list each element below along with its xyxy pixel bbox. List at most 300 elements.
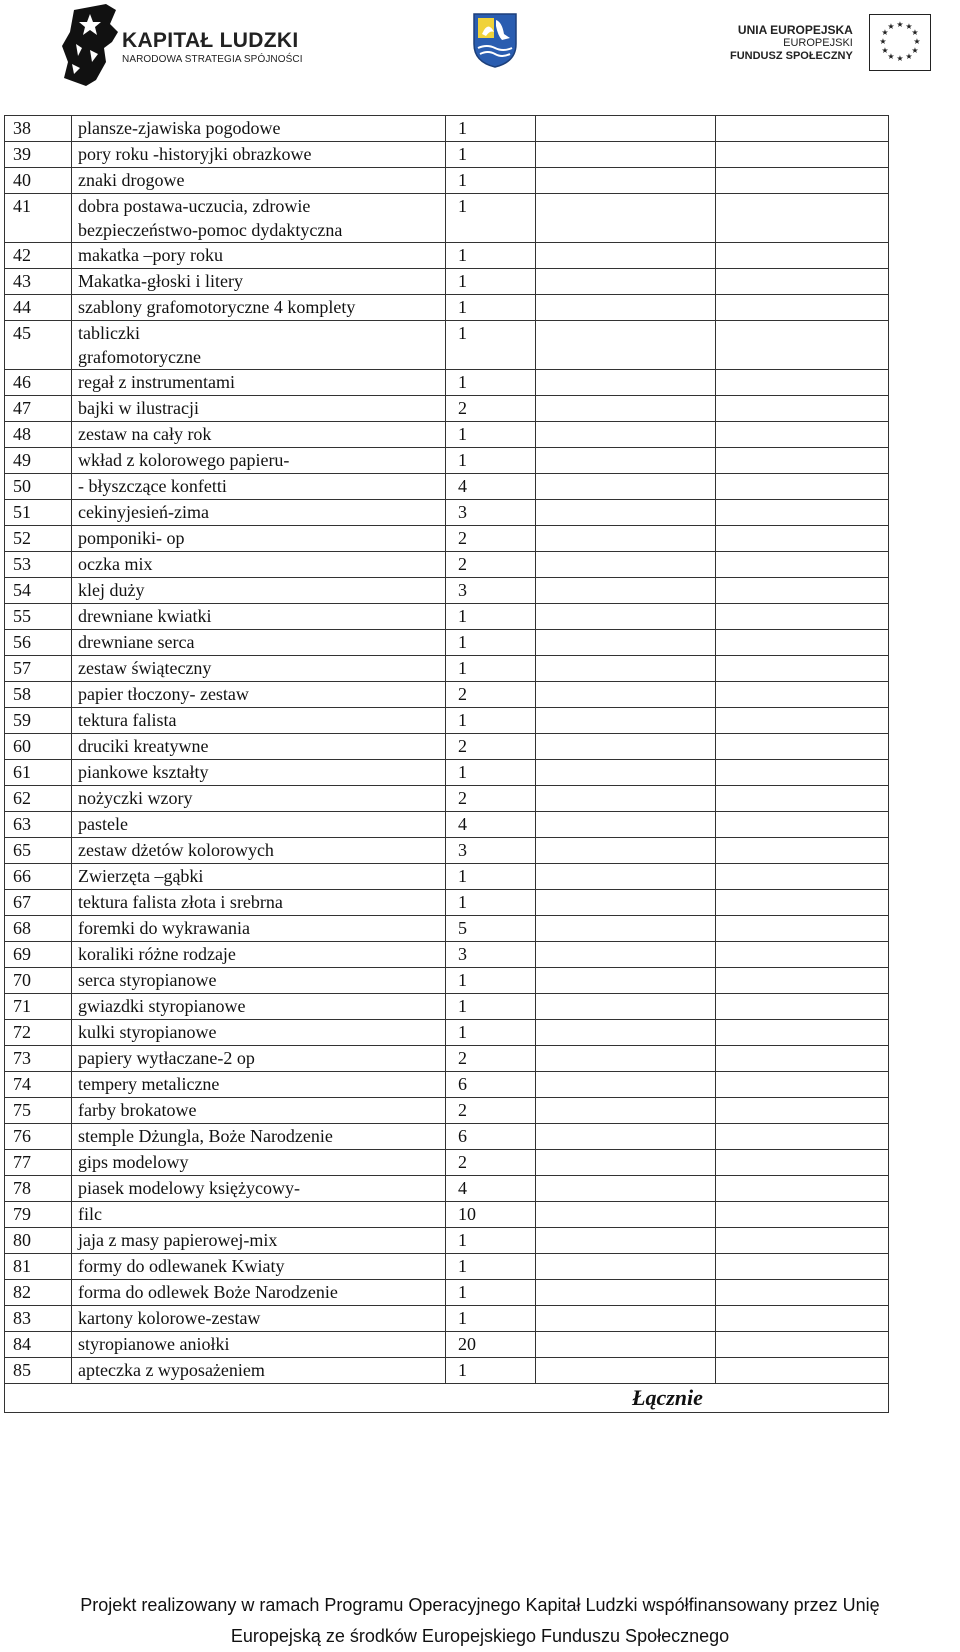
table-row: [5, 1280, 889, 1306]
footer-line-2: Europejską ze środków Europejskiego Funduszu Społecznego: [230, 1626, 730, 1646]
item-name-line: forma do odlewek Boże Narodzenie: [78, 1282, 338, 1302]
table-row: [5, 142, 889, 168]
table-row: [5, 552, 889, 578]
row-number: 78: [5, 1176, 72, 1202]
item-price-cell: [536, 1046, 716, 1072]
row-number: 71: [5, 994, 72, 1020]
row-number: 59: [5, 708, 72, 734]
svg-text:★: ★: [879, 37, 887, 46]
item-quantity: 2: [446, 1150, 536, 1176]
row-number: 44: [5, 295, 72, 321]
item-total-cell: [716, 552, 889, 578]
item-name: [72, 269, 446, 295]
row-number: 60: [5, 734, 72, 760]
item-price-cell: [536, 142, 716, 168]
row-number: 38: [5, 116, 72, 142]
item-total-cell: [716, 994, 889, 1020]
item-name: [72, 422, 446, 448]
table-row: [5, 116, 889, 142]
item-quantity: 1: [446, 630, 536, 656]
item-total-cell: [716, 1228, 889, 1254]
item-price-cell: [536, 1254, 716, 1280]
item-price-cell: [536, 630, 716, 656]
table-row: [5, 1098, 889, 1124]
item-name-line: foremki do wykrawania: [78, 918, 250, 938]
item-name: [72, 474, 446, 500]
table-row: [5, 578, 889, 604]
item-name-line: stemple Dżungla, Boże Narodzenie: [78, 1126, 333, 1146]
item-name-line: kulki styropianowe: [78, 1022, 217, 1042]
table-row: [5, 786, 889, 812]
row-number: 66: [5, 864, 72, 890]
item-name: [72, 1046, 446, 1072]
table-row: [5, 526, 889, 552]
item-name: [72, 1098, 446, 1124]
item-price-cell: [536, 1020, 716, 1046]
table-row: [5, 168, 889, 194]
item-name: [72, 295, 446, 321]
item-total-cell: [716, 838, 889, 864]
table-row: [5, 295, 889, 321]
row-number: 50: [5, 474, 72, 500]
item-name: [72, 243, 446, 269]
row-number: 54: [5, 578, 72, 604]
svg-text:★: ★: [881, 46, 889, 55]
item-quantity: 1: [446, 968, 536, 994]
item-quantity: 6: [446, 1124, 536, 1150]
item-total-cell: [716, 916, 889, 942]
item-name-line: tabliczki: [78, 323, 140, 343]
item-total-cell: [716, 890, 889, 916]
item-price-cell: [536, 396, 716, 422]
table-row: [5, 1072, 889, 1098]
item-name: [72, 142, 446, 168]
item-name-line: pory roku -historyjki obrazkowe: [78, 144, 312, 164]
item-total-cell: [716, 1072, 889, 1098]
item-price-cell: [536, 1280, 716, 1306]
table-row: [5, 1254, 889, 1280]
item-name: [72, 1020, 446, 1046]
item-name-line: piankowe kształty: [78, 762, 209, 782]
item-name-line: gips modelowy: [78, 1152, 189, 1172]
item-name-line: koraliki różne rodzaje: [78, 944, 236, 964]
table-row: [5, 604, 889, 630]
item-price-cell: [536, 656, 716, 682]
table-row: [5, 370, 889, 396]
row-number: 40: [5, 168, 72, 194]
row-number: 61: [5, 760, 72, 786]
item-name: [72, 321, 446, 370]
item-price-cell: [536, 1150, 716, 1176]
item-price-cell: [536, 116, 716, 142]
row-number: 58: [5, 682, 72, 708]
row-number: 51: [5, 500, 72, 526]
item-name: [72, 552, 446, 578]
item-price-cell: [536, 968, 716, 994]
svg-text:★: ★: [887, 52, 895, 61]
item-name: [72, 116, 446, 142]
item-name: [72, 1332, 446, 1358]
item-price-cell: [536, 786, 716, 812]
table-row: [5, 500, 889, 526]
item-name-line: klej duży: [78, 580, 145, 600]
row-number: 72: [5, 1020, 72, 1046]
row-number: 70: [5, 968, 72, 994]
item-total-cell: [716, 734, 889, 760]
item-total-cell: [716, 1046, 889, 1072]
item-total-cell: [716, 116, 889, 142]
item-quantity: 2: [446, 1098, 536, 1124]
table-row: [5, 1202, 889, 1228]
table-row: [5, 1228, 889, 1254]
table-row: [5, 269, 889, 295]
item-total-cell: [716, 243, 889, 269]
item-name-line: drewniane serca: [78, 632, 195, 652]
item-name: [72, 1358, 446, 1384]
item-name: [72, 1254, 446, 1280]
table-row: [5, 448, 889, 474]
table-row: [5, 1176, 889, 1202]
table-row: [5, 422, 889, 448]
coat-of-arms-icon: [472, 12, 518, 68]
item-total-cell: [716, 1098, 889, 1124]
item-total-cell: [716, 142, 889, 168]
item-total-cell: [716, 168, 889, 194]
item-price-cell: [536, 1358, 716, 1384]
item-quantity: 20: [446, 1332, 536, 1358]
eu-flag-icon: [869, 14, 931, 71]
item-name: [72, 942, 446, 968]
item-name: [72, 1124, 446, 1150]
item-total-cell: [716, 1280, 889, 1306]
item-name: [72, 864, 446, 890]
item-quantity: 2: [446, 682, 536, 708]
row-number: 65: [5, 838, 72, 864]
kl-title: KAPITAŁ LUDZKI: [122, 29, 299, 52]
item-name: [72, 1228, 446, 1254]
item-name-line: tektura falista: [78, 710, 177, 730]
eu-line-1: UNIA EUROPEJSKA: [737, 23, 853, 37]
row-number: 77: [5, 1150, 72, 1176]
item-quantity: 1: [446, 604, 536, 630]
item-name: [72, 1306, 446, 1332]
item-quantity: 1: [446, 708, 536, 734]
item-price-cell: [536, 269, 716, 295]
item-price-cell: [536, 812, 716, 838]
item-total-cell: [716, 630, 889, 656]
row-number: 84: [5, 1332, 72, 1358]
table-row: [5, 656, 889, 682]
table-row: [5, 1046, 889, 1072]
item-name: [72, 708, 446, 734]
item-quantity: 2: [446, 552, 536, 578]
item-name-line: papier tłoczony- zestaw: [78, 684, 249, 704]
item-price-cell: [536, 295, 716, 321]
item-total-cell: [716, 1150, 889, 1176]
item-price-cell: [536, 168, 716, 194]
item-quantity: 1: [446, 656, 536, 682]
item-quantity: 4: [446, 474, 536, 500]
item-name-line: znaki drogowe: [78, 170, 185, 190]
row-number: 49: [5, 448, 72, 474]
item-name-line: apteczka z wyposażeniem: [78, 1360, 265, 1380]
item-total-cell: [716, 474, 889, 500]
item-name-line: plansze-zjawiska pogodowe: [78, 118, 281, 138]
item-quantity: 3: [446, 942, 536, 968]
item-total-cell: [716, 968, 889, 994]
item-name-line: drewniane kwiatki: [78, 606, 212, 626]
item-name: [72, 500, 446, 526]
item-total-cell: [716, 942, 889, 968]
item-total-cell: [716, 422, 889, 448]
item-total-cell: [716, 708, 889, 734]
total-label: Łącznie: [632, 1385, 703, 1410]
item-price-cell: [536, 942, 716, 968]
item-name: [72, 812, 446, 838]
item-name-line: serca styropianowe: [78, 970, 217, 990]
item-name: [72, 370, 446, 396]
item-price-cell: [536, 370, 716, 396]
table-row: [5, 708, 889, 734]
row-number: 57: [5, 656, 72, 682]
item-name-line: Makatka-głoski i litery: [78, 271, 243, 291]
item-quantity: 2: [446, 1046, 536, 1072]
item-total-cell: [716, 526, 889, 552]
item-quantity: 1: [446, 1228, 536, 1254]
item-name-line: oczka mix: [78, 554, 153, 574]
item-name: [72, 656, 446, 682]
item-name-line: zestaw dżetów kolorowych: [78, 840, 274, 860]
item-name: [72, 682, 446, 708]
item-name: [72, 838, 446, 864]
row-number: 53: [5, 552, 72, 578]
item-name-line: wkład z kolorowego papieru-: [78, 450, 290, 470]
item-quantity: 1: [446, 370, 536, 396]
item-quantity: 1: [446, 864, 536, 890]
item-name-line: zestaw na cały rok: [78, 424, 212, 444]
item-quantity: 1: [446, 142, 536, 168]
item-price-cell: [536, 890, 716, 916]
row-number: 83: [5, 1306, 72, 1332]
row-number: 41: [5, 194, 72, 243]
item-total-cell: [716, 864, 889, 890]
kapital-ludzki-wordmark: [122, 30, 303, 65]
item-total-cell: [716, 448, 889, 474]
item-price-cell: [536, 578, 716, 604]
svg-text:★: ★: [887, 22, 895, 31]
item-quantity: 1: [446, 448, 536, 474]
item-name: [72, 734, 446, 760]
item-quantity: 2: [446, 526, 536, 552]
item-quantity: 4: [446, 1176, 536, 1202]
table-row: [5, 194, 889, 243]
item-name: [72, 630, 446, 656]
item-price-cell: [536, 1072, 716, 1098]
item-quantity: 1: [446, 269, 536, 295]
item-quantity: 2: [446, 786, 536, 812]
item-price-cell: [536, 864, 716, 890]
item-price-cell: [536, 1228, 716, 1254]
row-number: 63: [5, 812, 72, 838]
item-price-cell: [536, 526, 716, 552]
row-number: 69: [5, 942, 72, 968]
total-cell: [5, 1384, 889, 1413]
item-name-line: Zwierzęta –gąbki: [78, 866, 204, 886]
item-total-cell: [716, 1124, 889, 1150]
row-number: 52: [5, 526, 72, 552]
row-number: 76: [5, 1124, 72, 1150]
item-price-cell: [536, 194, 716, 243]
table-row: [5, 942, 889, 968]
table-row: [5, 396, 889, 422]
item-name-line: dobra postawa-uczucia, zdrowie: [78, 196, 311, 216]
item-total-cell: [716, 370, 889, 396]
table-row: [5, 1358, 889, 1384]
total-row: [5, 1384, 889, 1413]
row-number: 73: [5, 1046, 72, 1072]
item-price-cell: [536, 321, 716, 370]
footer-line-1: Projekt realizowany w ramach Programu Operacyjnego Kapitał Ludzki współfinansowany przez Unię: [80, 1595, 880, 1615]
item-quantity: 1: [446, 890, 536, 916]
item-price-cell: [536, 1332, 716, 1358]
table-row: [5, 630, 889, 656]
item-name: [72, 1150, 446, 1176]
row-number: 55: [5, 604, 72, 630]
item-name: [72, 448, 446, 474]
item-name: [72, 1176, 446, 1202]
row-number: 45: [5, 321, 72, 370]
row-number: 56: [5, 630, 72, 656]
row-number: 85: [5, 1358, 72, 1384]
item-name-line: styropianowe aniołki: [78, 1334, 230, 1354]
row-number: 80: [5, 1228, 72, 1254]
item-price-cell: [536, 243, 716, 269]
item-name-line: cekinyjesień-zima: [78, 502, 209, 522]
table-row: [5, 1332, 889, 1358]
item-name: [72, 578, 446, 604]
item-total-cell: [716, 1306, 889, 1332]
svg-text:★: ★: [911, 28, 919, 37]
row-number: 81: [5, 1254, 72, 1280]
svg-text:★: ★: [913, 37, 921, 46]
item-price-cell: [536, 1124, 716, 1150]
item-name-line: bajki w ilustracji: [78, 398, 199, 418]
table-row: [5, 864, 889, 890]
item-total-cell: [716, 656, 889, 682]
item-name: [72, 1072, 446, 1098]
item-name-line-2: grafomotoryczne: [78, 347, 201, 367]
table-row: [5, 812, 889, 838]
row-number: 42: [5, 243, 72, 269]
item-price-cell: [536, 760, 716, 786]
item-quantity: 1: [446, 295, 536, 321]
table-row: [5, 734, 889, 760]
item-name: [72, 760, 446, 786]
item-name-line: kartony kolorowe-zestaw: [78, 1308, 261, 1328]
item-price-cell: [536, 708, 716, 734]
item-total-cell: [716, 1332, 889, 1358]
row-number: 46: [5, 370, 72, 396]
item-total-cell: [716, 321, 889, 370]
item-quantity: 2: [446, 734, 536, 760]
item-name-line: zestaw świąteczny: [78, 658, 212, 678]
item-price-cell: [536, 838, 716, 864]
item-name: [72, 994, 446, 1020]
item-price-cell: [536, 1202, 716, 1228]
item-total-cell: [716, 1202, 889, 1228]
item-total-cell: [716, 682, 889, 708]
row-number: 79: [5, 1202, 72, 1228]
item-name-line: papiery wytłaczane-2 op: [78, 1048, 255, 1068]
item-price-cell: [536, 474, 716, 500]
item-name-line: tektura falista złota i srebrna: [78, 892, 283, 912]
item-name-line: szablony grafomotoryczne 4 komplety: [78, 297, 356, 317]
svg-text:★: ★: [905, 52, 913, 61]
table-row: [5, 890, 889, 916]
item-price-cell: [536, 500, 716, 526]
item-total-cell: [716, 194, 889, 243]
item-quantity: 1: [446, 1280, 536, 1306]
item-name-line: regał z instrumentami: [78, 372, 235, 392]
item-name-line: - błyszczące konfetti: [78, 476, 227, 496]
item-name: [72, 916, 446, 942]
item-price-cell: [536, 552, 716, 578]
row-number: 62: [5, 786, 72, 812]
table-row: [5, 1020, 889, 1046]
item-name: [72, 396, 446, 422]
item-quantity: 3: [446, 838, 536, 864]
item-quantity: 1: [446, 168, 536, 194]
item-total-cell: [716, 578, 889, 604]
item-price-cell: [536, 994, 716, 1020]
item-quantity: 1: [446, 422, 536, 448]
item-quantity: 1: [446, 1306, 536, 1332]
table-row: [5, 321, 889, 370]
svg-text:★: ★: [896, 54, 904, 63]
table-row: [5, 760, 889, 786]
row-number: 48: [5, 422, 72, 448]
table-row: [5, 474, 889, 500]
item-name: [72, 168, 446, 194]
item-quantity: 1: [446, 1254, 536, 1280]
item-quantity: 1: [446, 994, 536, 1020]
item-quantity: 1: [446, 1020, 536, 1046]
items-table: [4, 115, 889, 1413]
item-price-cell: [536, 1098, 716, 1124]
item-name: [72, 1202, 446, 1228]
item-quantity: 1: [446, 321, 536, 370]
item-total-cell: [716, 786, 889, 812]
item-quantity: 5: [446, 916, 536, 942]
table-row: [5, 994, 889, 1020]
item-name-line: makatka –pory roku: [78, 245, 223, 265]
item-name-line: nożyczki wzory: [78, 788, 193, 808]
item-quantity: 1: [446, 194, 536, 243]
item-price-cell: [536, 916, 716, 942]
item-name-line: pastele: [78, 814, 128, 834]
table-row: [5, 916, 889, 942]
item-price-cell: [536, 604, 716, 630]
item-name-line: jaja z masy papierowej-mix: [78, 1230, 278, 1250]
row-number: 74: [5, 1072, 72, 1098]
row-number: 47: [5, 396, 72, 422]
item-quantity: 1: [446, 760, 536, 786]
item-quantity: 1: [446, 1358, 536, 1384]
item-name: [72, 1280, 446, 1306]
eu-wordmark: [730, 23, 853, 63]
item-quantity: 4: [446, 812, 536, 838]
item-quantity: 2: [446, 396, 536, 422]
